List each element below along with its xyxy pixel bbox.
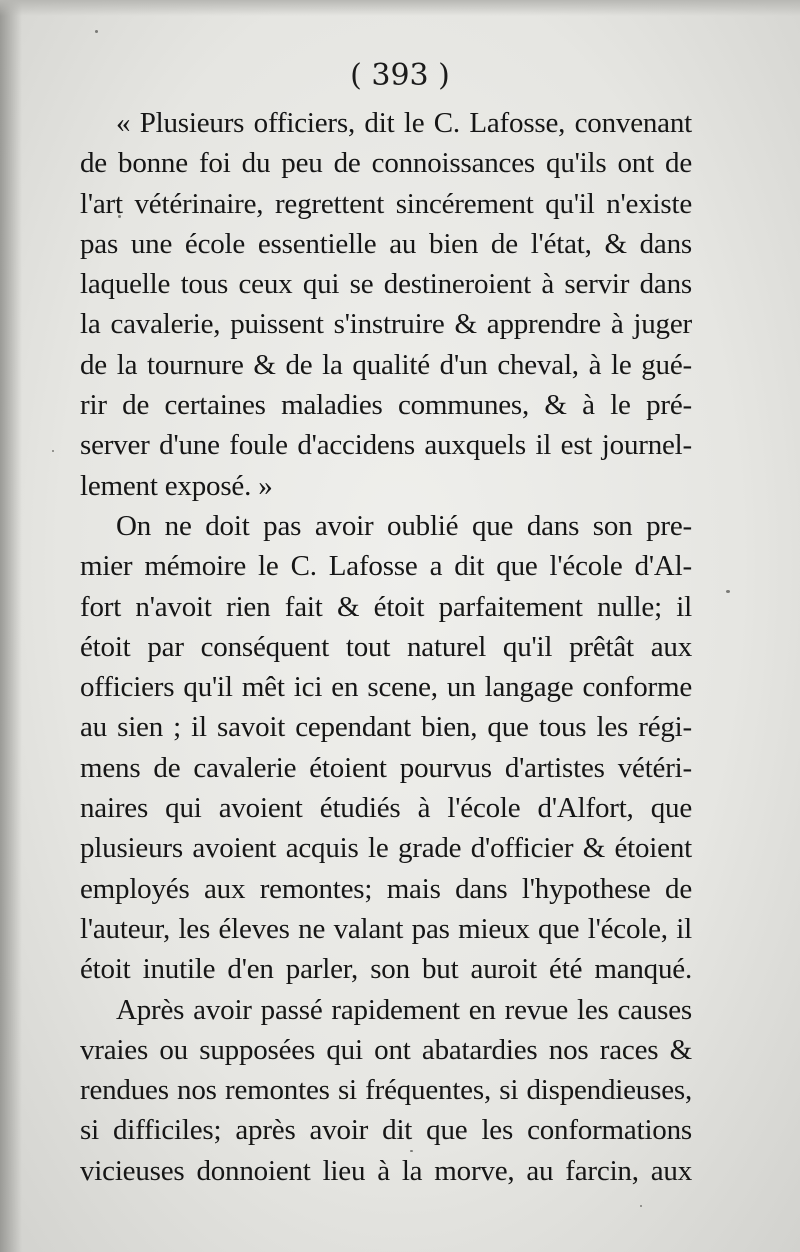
text-line: l'art vétérinaire, regrettent sincérement qu'il n'existe [80,187,692,220]
text-line: laquelle tous ceux qui se destineroient à servir dans [80,268,692,301]
text-line: On ne doit pas avoir oublié que dans son pre- [116,509,692,542]
text-line: rir de certaines maladies communes, & à le pré- [80,389,692,422]
text-line: mier mémoire le C. Lafosse a dit que l'école d'Al- [80,550,692,583]
page-shadow-left [0,0,22,1252]
text-line: fort n'avoit rien fait & étoit parfaitement nulle; il [80,590,692,623]
text-line: vraies ou supposées qui ont abatardies nos races & [80,1033,692,1066]
text-line: officiers qu'il mêt ici en scene, un langage conforme [80,671,692,704]
page-shadow-top [0,0,800,16]
text-line: vicieuses donnoient lieu à la morve, au farcin, aux [80,1154,692,1187]
text-line: étoit par conséquent tout naturel qu'il prêtât aux [80,630,692,663]
text-line: de la tournure & de la qualité d'un cheval, à le gué- [80,348,692,381]
text-line: « Plusieurs officiers, dit le C. Lafosse, convenant [116,107,692,139]
text-line: la cavalerie, puissent s'instruire & apprendre à juger [80,308,692,341]
text-line: employés aux remontes; mais dans l'hypothese de [80,872,692,905]
text-line: naires qui avoient étudiés à l'école d'Alfort, que [80,792,692,825]
text-line: pas une école essentielle au bien de l'état, & dans [80,227,692,260]
text-line: de bonne foi du peu de connoissances qu'ils ont de [80,147,692,180]
text-line: server d'une foule d'accidens auxquels il est journel- [80,429,692,462]
text-line: étoit inutile d'en parler, son but auroit été manqué. [80,953,692,986]
text-line: plusieurs avoient acquis le grade d'officier & étoient [80,832,692,865]
paper-speck [95,30,98,33]
text-line: au sien ; il savoit cependant bien, que tous les régi- [80,711,692,744]
body-text [80,103,692,1191]
page-number: ( 393 ) [350,58,450,93]
paper-speck [52,450,54,452]
text-line: mens de cavalerie étoient pourvus d'artistes vétéri- [80,751,692,784]
text-line: lement exposé. » [80,469,273,502]
text-line: si difficiles; après avoir dit que les conformations [80,1114,692,1147]
text-line: rendues nos remontes si fréquentes, si dispendieuses, [80,1074,692,1107]
paper-speck [726,590,730,593]
paper-speck [640,1205,642,1207]
text-line: l'auteur, les éleves ne valant pas mieux que l'école, il [80,912,692,945]
text-line: Après avoir passé rapidement en revue les causes [116,993,692,1026]
